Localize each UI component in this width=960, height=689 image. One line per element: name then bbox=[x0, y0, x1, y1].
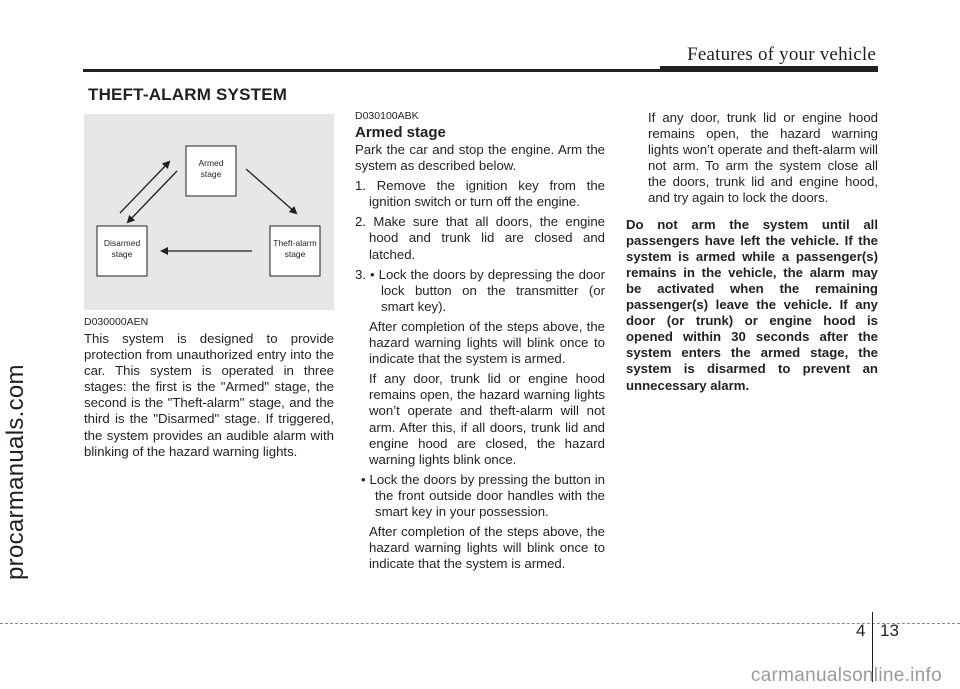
smart-key-bullet: • Lock the doors by pressing the button in the front outside door handles with the smart key in your possession. bbox=[361, 471, 605, 519]
armed-stage-title: Armed stage bbox=[355, 124, 446, 141]
armed-stage-body bbox=[355, 142, 605, 572]
section-title: THEFT-ALARM SYSTEM bbox=[88, 85, 288, 104]
footer-dashed-rule bbox=[0, 623, 960, 624]
doc-code-armed: D030100ABK bbox=[355, 110, 419, 122]
armed-intro: Park the car and stop the engine. Arm the system as described below. bbox=[355, 142, 605, 174]
after-completion-2: After completion of the steps above, the hazard warning lights will blink once to indicate that the system is armed. bbox=[369, 524, 605, 572]
warning-text: Do not arm the system until all passengers have left the vehicle. If the system is armed while a passenger(s) remains in the vehicle, the alarm may be activated when the remaining passenger(s) leave the vehicle. If any door (or trunk) or engine hood is opened within 30 seconds after the system enters the armed stage, the system is disarmed to prevent an unnecessary alarm. bbox=[626, 216, 878, 393]
page-number: 13 bbox=[880, 621, 899, 640]
after-completion-1: After completion of the steps above, the hazard warning lights will blink once to indicate that the system is armed. bbox=[369, 318, 605, 367]
step-1: 1. Remove the ignition key from the ignition switch or turn off the engine. bbox=[355, 178, 605, 210]
step-3: 3. • Lock the doors by depressing the door lock button on the transmitter (or smart key). bbox=[355, 266, 605, 314]
door-open-note-2: If any door, trunk lid or engine hood remains open, the hazard warning lights won’t operate and theft-alarm will not arm. To arm the system close all the doors, trunk lid and engine hood, and try again to lock the doors. bbox=[648, 110, 878, 206]
armed-stage-label: Armed stage bbox=[198, 158, 224, 179]
footer-watermark: carmanualsonline.info bbox=[750, 665, 942, 686]
running-header: Features of your vehicle bbox=[687, 44, 876, 65]
theft-alarm-stage-label: Theft-alarm stage bbox=[273, 238, 317, 259]
stage-diagram-svg bbox=[84, 114, 334, 310]
header-rule-accent bbox=[660, 66, 878, 72]
doc-code-intro: D030000AEN bbox=[84, 316, 149, 328]
intro-paragraph bbox=[84, 331, 334, 460]
door-open-note-1: If any door, trunk lid or engine hood remains open, the hazard warning lights won’t operate and theft-alarm will not arm. After this, if all doors, trunk lid and engine hood are closed, the hazard warning lights blink once. bbox=[369, 371, 605, 467]
disarmed-stage-label: Disarmed stage bbox=[103, 238, 141, 259]
step-2: 2. Make sure that all doors, the engine hood and trunk lid are closed and latched. bbox=[355, 214, 605, 262]
side-watermark: procarmanuals.com bbox=[2, 364, 29, 580]
chapter-number: 4 bbox=[856, 621, 866, 640]
stage-diagram bbox=[84, 114, 334, 310]
column-3 bbox=[626, 110, 878, 394]
arrow-armed-to-theft bbox=[246, 169, 296, 213]
intro-text: This system is designed to provide protection from unauthorized entry into the car. This system is operated in three stages: the first is the "Armed" stage, the second is the "Theft-alarm" stage, and the third is the "Disarmed" stage. If triggered, the system provides an audible alarm with blinking of the hazard warning lights. bbox=[84, 331, 334, 459]
